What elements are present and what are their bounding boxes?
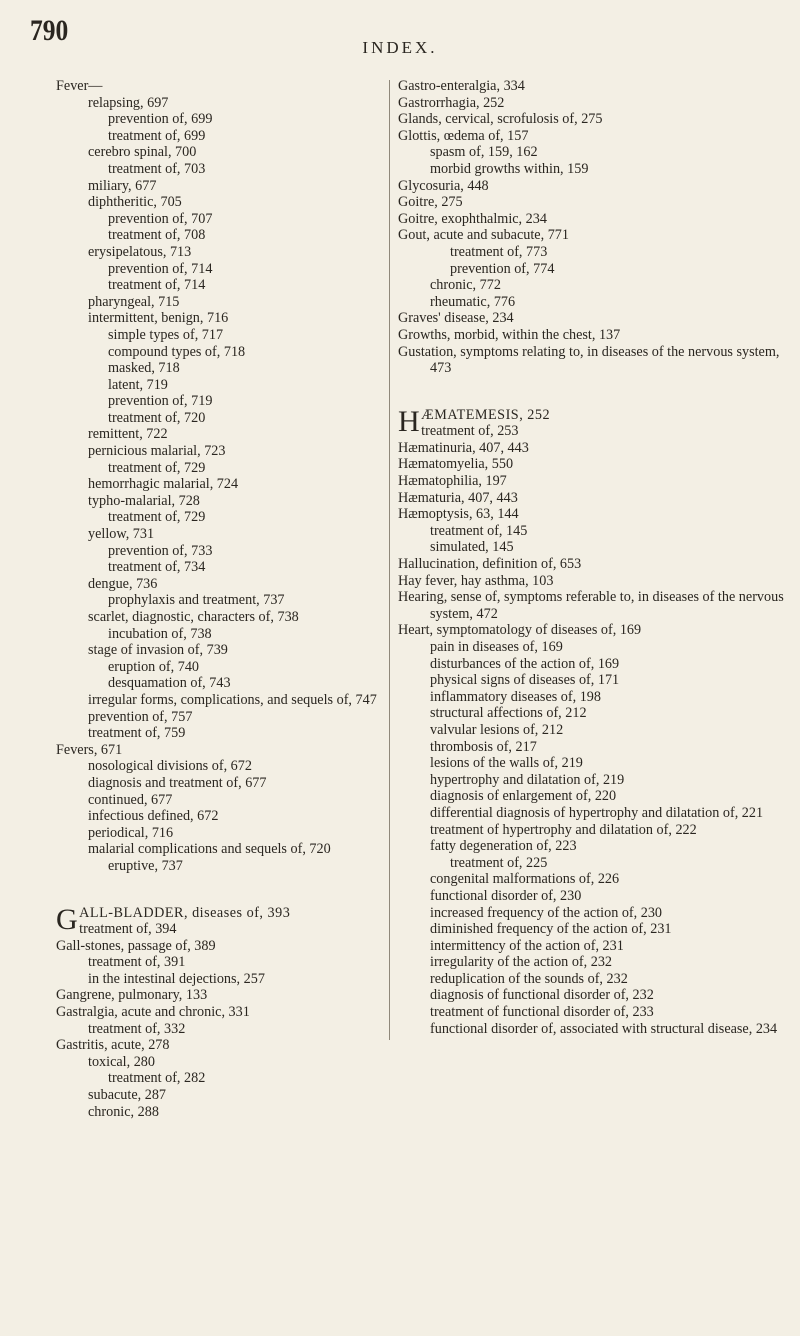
index-subentry: erysipelatous, 713 <box>88 243 192 260</box>
index-subentry: prevention of, 714 <box>108 260 213 277</box>
index-subentry: treatment of, 253 <box>421 423 519 440</box>
index-entry: Hæmatinuria, 407, 443 <box>398 439 529 456</box>
index-entry-text: ÆMATEMESIS, 252 <box>421 406 551 423</box>
index-entry: Fevers, 671 <box>56 741 123 758</box>
index-subentry: treatment of, 394 <box>79 921 177 938</box>
index-subentry: prevention of, 699 <box>108 111 213 128</box>
index-subentry: malarial complications and sequels of, 720 <box>88 841 331 858</box>
index-subentry: continued, 677 <box>88 791 173 808</box>
index-entry: Fever— <box>56 78 103 94</box>
index-subentry: simple types of, 717 <box>108 326 224 343</box>
section-gap <box>398 377 786 407</box>
drop-cap-letter: G <box>56 902 79 936</box>
running-head: INDEX. <box>362 38 438 57</box>
index-entry: Hæmatomyelia, 550 <box>398 456 514 473</box>
index-entry: Heart, symptomatology of diseases of, 169 <box>398 622 642 639</box>
index-entry: Hearing, sense of, symptoms referable to, in diseases of the nervous system, 472 <box>398 589 784 622</box>
index-entry: Hæmatophilia, 197 <box>398 473 507 490</box>
index-entry: Gastritis, acute, 278 <box>56 1037 170 1054</box>
index-subentry: intermittent, benign, 716 <box>88 310 229 327</box>
index-subentry: treatment of, 714 <box>108 277 206 294</box>
index-subentry: hemorrhagic malarial, 724 <box>88 476 239 493</box>
index-subentry: treatment of, 720 <box>108 409 206 426</box>
index-subentry: prevention of, 774 <box>450 260 555 277</box>
index-subentry: simulated, 145 <box>430 539 514 556</box>
index-entry-text: ALL-BLADDER, diseases of, 393 <box>79 904 291 921</box>
index-subentry: disturbances of the action of, 169 <box>430 655 620 672</box>
index-subentry: prevention of, 733 <box>108 542 213 559</box>
index-entry: Gastro-enteralgia, 334 <box>398 78 525 94</box>
index-subentry: scarlet, diagnostic, characters of, 738 <box>88 609 299 625</box>
index-entry: Gastrorrhagia, 252 <box>398 94 505 111</box>
index-subentry: subacute, 287 <box>88 1087 167 1104</box>
index-subentry: treatment of, 282 <box>108 1070 206 1087</box>
index-subentry: fatty degeneration of, 223 <box>430 838 577 855</box>
index-subentry: relapsing, 697 <box>88 94 169 111</box>
index-subentry: diminished frequency of the action of, 231 <box>430 921 672 938</box>
index-subentry: dengue, 736 <box>88 575 158 592</box>
index-entry: Gout, acute and subacute, 771 <box>398 227 569 244</box>
index-subentry: miliary, 677 <box>88 177 157 194</box>
index-subentry: periodical, 716 <box>88 824 174 841</box>
drop-cap-letter: H <box>398 404 421 438</box>
index-subentry: treatment of, 729 <box>108 509 206 526</box>
index-subentry: treatment of, 391 <box>88 954 186 971</box>
index-subentry: inflammatory diseases of, 198 <box>430 688 601 705</box>
index-subentry: diphtheritic, 705 <box>88 194 182 211</box>
index-entry: Hæmaturia, 407, 443 <box>398 489 518 506</box>
index-subentry: stage of invasion of, 739 <box>88 642 228 659</box>
index-subentry: treatment of, 773 <box>450 243 548 260</box>
index-subentry: treatment of, 699 <box>108 127 206 144</box>
index-subentry: treatment of, 708 <box>108 227 206 244</box>
index-subentry: typho-malarial, 728 <box>88 492 200 509</box>
section-gap <box>56 875 392 905</box>
index-subentry: prophylaxis and treatment, 737 <box>108 592 285 609</box>
index-subentry: rheumatic, 776 <box>430 293 516 310</box>
index-subentry: eruptive, 737 <box>108 857 183 874</box>
index-subentry: incubation of, 738 <box>108 625 212 642</box>
index-subentry: pharyngeal, 715 <box>88 293 180 310</box>
index-subentry: chronic, 288 <box>88 1103 159 1120</box>
index-subentry: increased frequency of the action of, 230 <box>430 904 663 921</box>
index-subentry: hypertrophy and dilatation of, 219 <box>430 771 625 788</box>
index-subentry: diagnosis of functional disorder of, 232 <box>430 987 654 1004</box>
index-subentry: treatment of, 703 <box>108 160 206 177</box>
index-subentry: irregularity of the action of, 232 <box>430 954 613 971</box>
index-entry: Hæmoptysis, 63, 144 <box>398 506 519 523</box>
index-subentry: treatment of, 734 <box>108 559 206 576</box>
index-subentry: irregular forms, complications, and sequels of, 747 <box>88 691 377 708</box>
index-subentry: cerebro spinal, 700 <box>88 144 197 161</box>
index-subentry: remittent, 722 <box>88 426 168 443</box>
index-entry: Hay fever, hay asthma, 103 <box>398 572 554 589</box>
index-entry: Glottis, œdema of, 157 <box>398 127 529 144</box>
index-subentry: treatment of, 332 <box>88 1020 186 1037</box>
index-subentry: infectious defined, 672 <box>88 808 219 825</box>
index-subentry: chronic, 772 <box>430 277 501 294</box>
index-subentry: functional disorder of, associated with structural disease, 234 <box>430 1020 778 1037</box>
index-entry: Gustation, symptoms relating to, in diseases of the nervous system, 473 <box>398 343 780 377</box>
column-divider <box>389 80 390 1040</box>
index-subentry: functional disorder of, 230 <box>430 887 582 904</box>
index-subentry: treatment of, 759 <box>88 725 186 742</box>
index-subentry: treatment of, 729 <box>108 459 206 476</box>
index-subentry: lesions of the walls of, 219 <box>430 755 583 772</box>
index-subentry: differential diagnosis of hypertrophy and dilatation of, 221 <box>430 804 764 821</box>
index-subentry: intermittency of the action of, 231 <box>430 937 624 954</box>
index-subentry: treatment of functional disorder of, 233 <box>430 1004 654 1021</box>
index-subentry: congenital malformations of, 226 <box>430 871 620 888</box>
index-subentry: treatment of, 145 <box>430 522 528 539</box>
index-subentry: diagnosis of enlargement of, 220 <box>430 788 617 805</box>
index-subentry: prevention of, 757 <box>88 708 193 725</box>
index-column-left <box>56 78 392 1120</box>
index-subentry: spasm of, 159, 162 <box>430 144 538 161</box>
index-entry: Graves' disease, 234 <box>398 310 514 327</box>
index-subentry: diagnosis and treatment of, 677 <box>88 774 267 791</box>
index-subentry: toxical, 280 <box>88 1053 155 1070</box>
index-subentry: treatment of hypertrophy and dilatation of, 222 <box>430 821 697 838</box>
index-subentry: valvular lesions of, 212 <box>430 721 564 738</box>
index-subentry: pain in diseases of, 169 <box>430 639 563 655</box>
index-subentry: latent, 719 <box>108 376 168 393</box>
index-subentry: pernicious malarial, 723 <box>88 443 226 460</box>
index-entry: Glycosuria, 448 <box>398 177 489 194</box>
index-subentry: thrombosis of, 217 <box>430 738 537 755</box>
index-subentry: reduplication of the sounds of, 232 <box>430 970 628 987</box>
index-subentry: structural affections of, 212 <box>430 705 587 722</box>
index-entry: Growths, morbid, within the chest, 137 <box>398 326 621 343</box>
index-entry: Hallucination, definition of, 653 <box>398 556 582 573</box>
index-subentry: prevention of, 707 <box>108 210 213 227</box>
index-subentry: physical signs of diseases of, 171 <box>430 672 620 689</box>
index-subentry: eruption of, 740 <box>108 658 200 675</box>
index-subentry: compound types of, 718 <box>108 343 246 360</box>
index-subentry: morbid growths within, 159 <box>430 160 589 177</box>
index-entry: Goitre, 275 <box>398 194 463 211</box>
index-subentry: prevention of, 719 <box>108 393 213 410</box>
index-subentry: yellow, 731 <box>88 526 155 543</box>
index-subentry: masked, 718 <box>108 360 180 377</box>
page-number: 790 <box>30 14 69 47</box>
index-entry: Goitre, exophthalmic, 234 <box>398 210 547 227</box>
index-entry: Gall-stones, passage of, 389 <box>56 937 216 954</box>
index-subentry: desquamation of, 743 <box>108 675 231 692</box>
index-subentry: treatment of, 225 <box>450 854 548 871</box>
index-subentry: nosological divisions of, 672 <box>88 758 252 775</box>
index-entry: Gastralgia, acute and chronic, 331 <box>56 1004 250 1021</box>
index-entry: Gangrene, pulmonary, 133 <box>56 987 208 1004</box>
index-subentry: in the intestinal dejections, 257 <box>88 970 265 987</box>
index-entry: Glands, cervical, scrofulosis of, 275 <box>398 111 603 128</box>
index-column-right <box>398 78 786 1037</box>
